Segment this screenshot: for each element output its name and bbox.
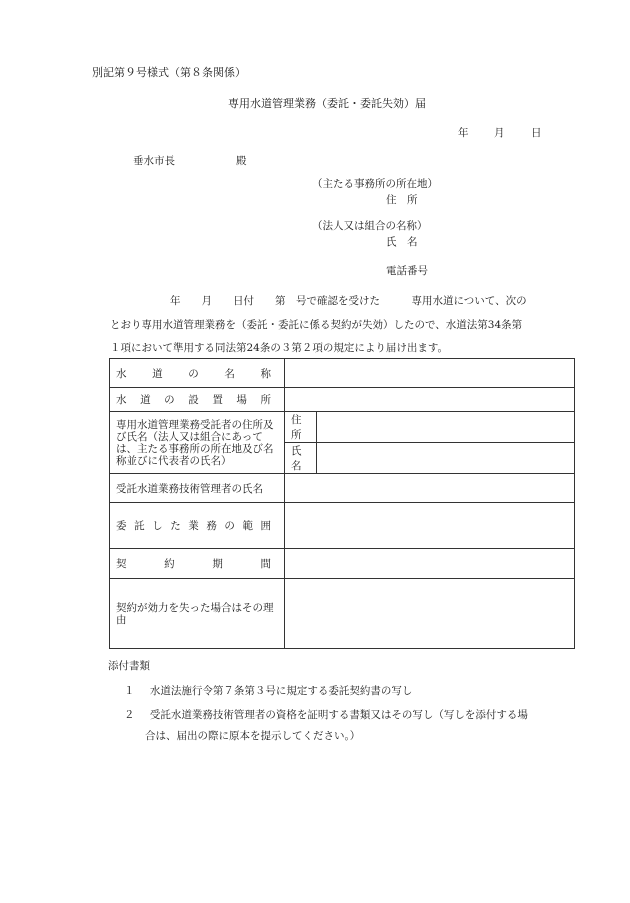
attachment-item <box>124 707 528 722</box>
form-number: 別記第９号様式（第８条関係） <box>92 66 246 79</box>
lapse-reason-label <box>110 579 285 649</box>
period-char: 契 <box>116 558 127 570</box>
scope-char: た <box>170 520 181 532</box>
date-day: 日 <box>531 127 542 139</box>
install-place-char: 置 <box>212 394 223 406</box>
period-char: 約 <box>164 558 175 570</box>
date-year: 年 <box>458 127 469 139</box>
attachment-item <box>124 683 412 698</box>
period-value[interactable] <box>285 549 575 579</box>
body-line-1: 年 月 日付 第 号で確認を受けた 専用水道について、次の <box>170 295 527 307</box>
scope-char: し <box>152 520 163 532</box>
contractor-name-label: 氏名 <box>285 443 317 474</box>
water-name-value[interactable] <box>285 359 575 388</box>
contractor-name-value[interactable] <box>317 443 575 474</box>
phone-label: 電話番号 <box>386 265 428 277</box>
scope-char: 務 <box>206 520 217 532</box>
install-place-char: 場 <box>236 394 247 406</box>
row-period <box>110 549 575 579</box>
install-place-value[interactable] <box>285 388 575 412</box>
contractor-address-label: 住所 <box>285 412 317 443</box>
water-name-char: 水 <box>116 367 127 380</box>
scope-char: 囲 <box>260 520 271 532</box>
row-install-place <box>110 388 575 412</box>
water-name-char: 名 <box>224 367 235 380</box>
water-name-char: 称 <box>260 367 271 380</box>
row-contractor-address <box>110 412 575 443</box>
period-char: 期 <box>212 558 223 570</box>
water-name-label <box>110 359 285 388</box>
period-label <box>110 549 285 579</box>
scope-char: 託 <box>134 520 145 532</box>
scope-char: 委 <box>116 520 127 532</box>
address-label: 住 所 <box>386 194 418 206</box>
form-title: 専用水道管理業務（委託・委託失効）届 <box>228 97 426 110</box>
water-name-char: の <box>188 367 199 380</box>
row-scope <box>110 503 575 549</box>
addressee-honorific: 殿 <box>236 155 247 167</box>
corp-name-label: （法人又は組合の名称） <box>312 220 428 232</box>
contractor-label-text: 専用水道管理業務受託者の住所及び氏名（法人又は組合にあっては、主たる事務所の所在地及び名称並びに代表者の氏名） <box>116 418 274 467</box>
attachment-number: １ <box>124 685 135 697</box>
row-engineer <box>110 474 575 503</box>
engineer-value[interactable] <box>285 474 575 503</box>
attachments-heading: 添付書類 <box>108 660 150 672</box>
body-line-3: １項において準用する同法第24条の３第２項の規定により届け出ます。 <box>110 342 449 354</box>
engineer-label: 受託水道業務技術管理者の氏名 <box>110 474 285 503</box>
install-place-char: 設 <box>188 394 199 406</box>
form-table <box>109 358 575 649</box>
row-lapse-reason <box>110 579 575 649</box>
attachment-number: ２ <box>124 709 135 721</box>
scope-char: 業 <box>188 520 199 532</box>
scope-label <box>110 503 285 549</box>
scope-char: の <box>224 520 235 532</box>
install-place-label <box>110 388 285 412</box>
date-month: 月 <box>494 127 505 139</box>
attachment-text-continued: 合は、届出の際に原本を提示してください。） <box>145 730 361 742</box>
water-name-char: 道 <box>152 367 163 380</box>
install-place-char: 水 <box>116 394 127 406</box>
addressee-name: 垂水市長 <box>133 155 175 167</box>
body-line-2: とおり専用水道管理業務を（委託・委託に係る契約が失効）したので、水道法第34条第 <box>110 319 523 331</box>
name-label: 氏 名 <box>386 236 418 248</box>
install-place-char: の <box>164 394 175 406</box>
office-location-label: （主たる事務所の所在地） <box>312 178 438 190</box>
scope-value[interactable] <box>285 503 575 549</box>
contractor-label <box>110 412 285 474</box>
row-water-name <box>110 359 575 388</box>
scope-char: 範 <box>242 520 253 532</box>
contractor-address-value[interactable] <box>317 412 575 443</box>
period-char: 間 <box>260 558 271 570</box>
lapse-reason-text: 契約が効力を失った場合はその理由 <box>116 601 274 626</box>
attachment-text: 受託水道業務技術管理者の資格を証明する書類又はその写し（写しを添付する場 <box>149 709 528 721</box>
lapse-reason-value[interactable] <box>285 579 575 649</box>
install-place-char: 所 <box>260 394 271 406</box>
attachment-text: 水道法施行令第７条第３号に規定する委託契約書の写し <box>149 685 413 697</box>
install-place-char: 道 <box>140 394 151 406</box>
